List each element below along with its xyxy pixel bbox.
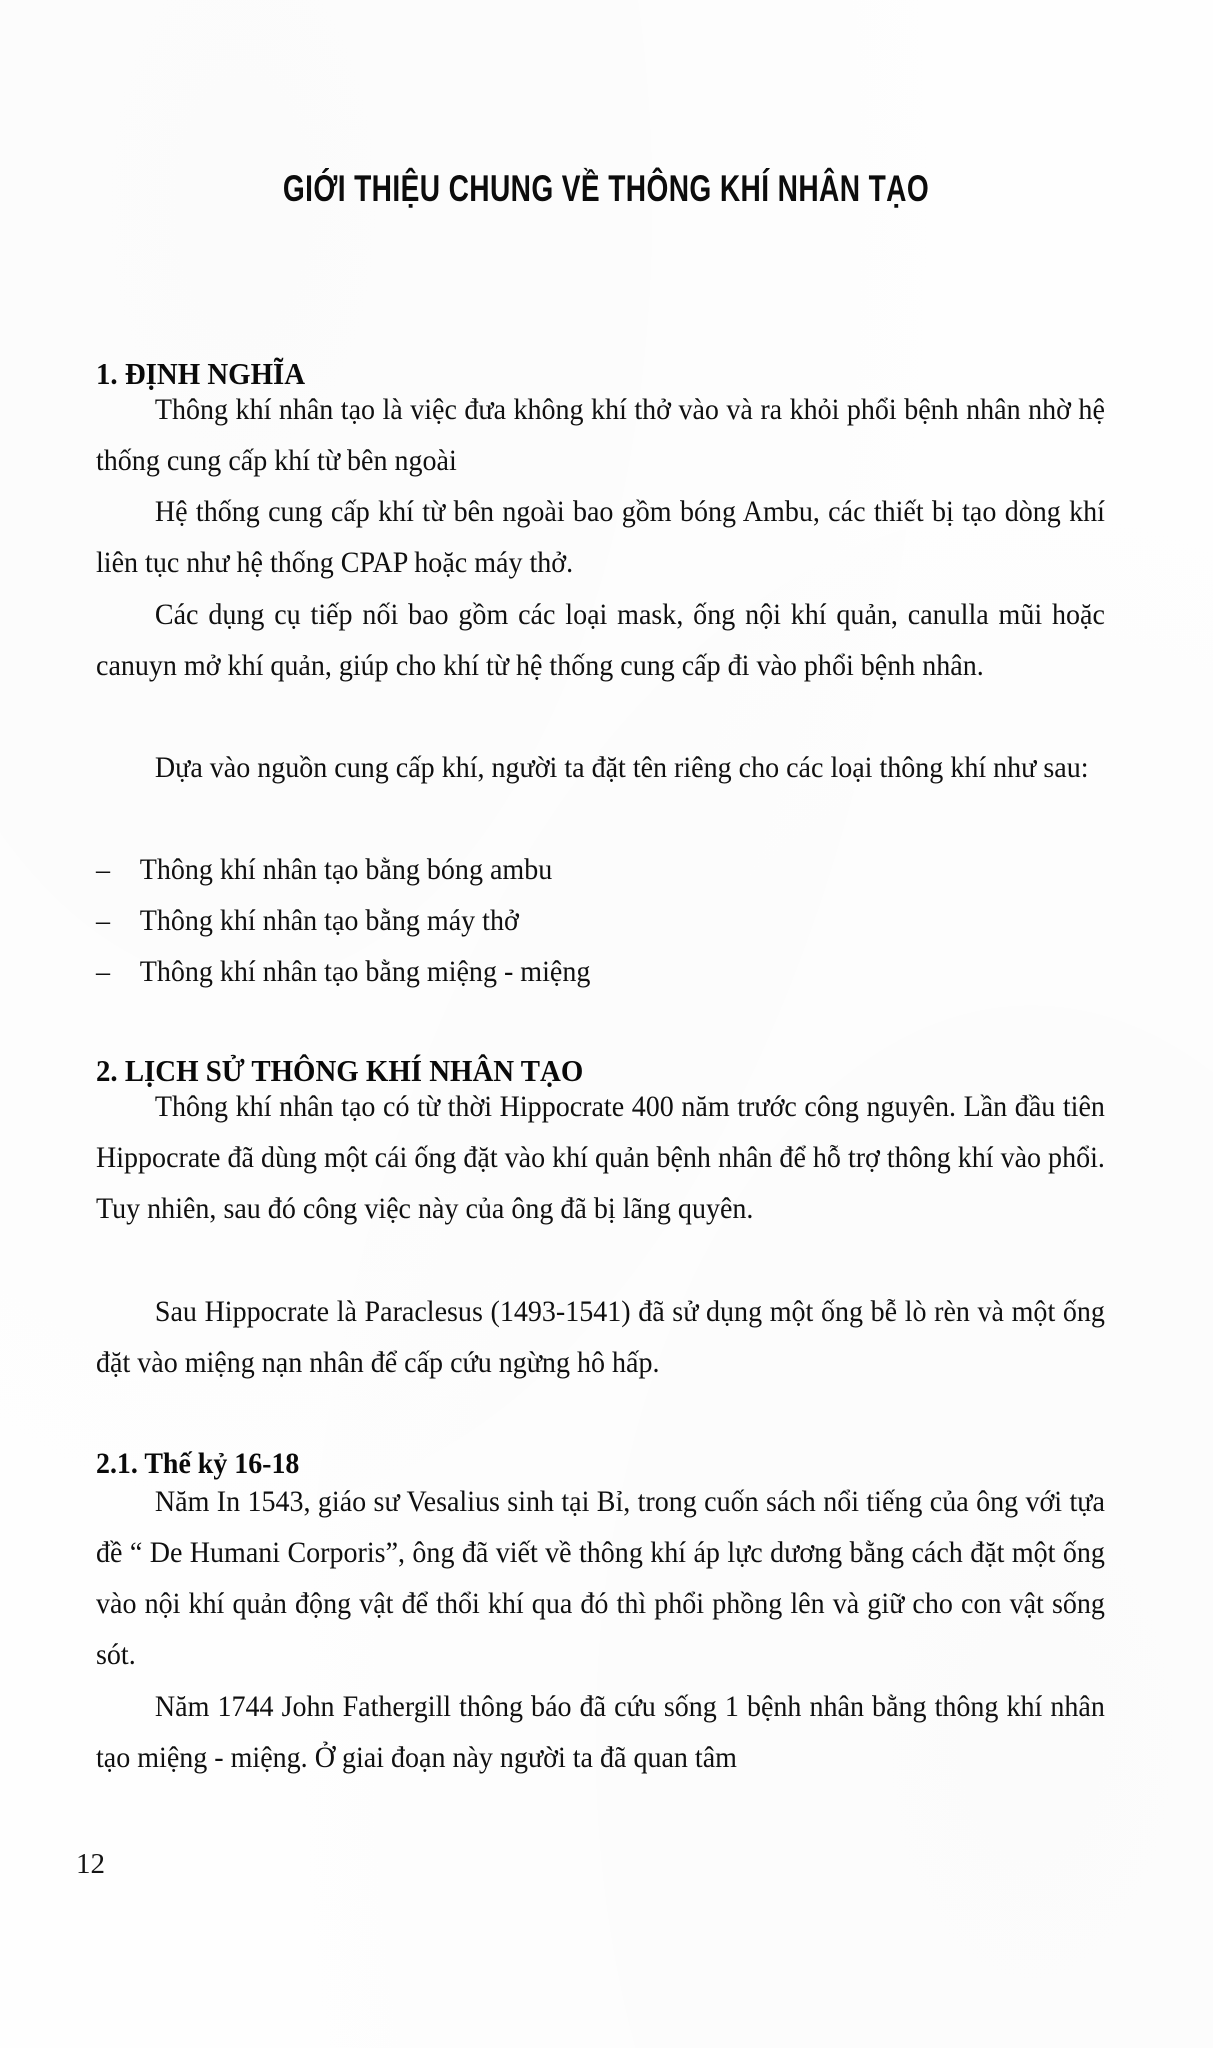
ventilation-type-list [96, 845, 616, 998]
paragraph-16-18-2: Năm 1744 John Fathergill thông báo đã cứu sống 1 bệnh nhân bằng thông khí nhân tạo miệng - miệng. Ở giai đoạn này người ta đã quan tâm [96, 1691, 1105, 1774]
dash-marker: – [96, 905, 111, 937]
page-title: GIỚI THIỆU CHUNG VỀ THÔNG KHÍ NHÂN TẠO [282, 167, 930, 209]
paragraph-definition-1: Thông khí nhân tạo là việc đưa không khí thở vào và ra khỏi phổi bệnh nhân nhờ hệ thống cung cấp khí từ bên ngoài [96, 394, 1105, 477]
list-item [96, 896, 590, 947]
paragraph-history-2: Sau Hippocrate là Paraclesus (1493-1541) đã sử dụng một ống bễ lò rèn và một ống đặt vào miệng nạn nhân để cấp cứu ngừng hô hấp. [96, 1296, 1105, 1379]
list-item-label: Thông khí nhân tạo bằng bóng ambu [139, 854, 553, 886]
list-item-label: Thông khí nhân tạo bằng máy thở [139, 905, 519, 937]
page-number: 12 [76, 1848, 105, 1880]
list-item [96, 845, 590, 896]
list-item-label: Thông khí nhân tạo bằng miệng - miệng [139, 956, 591, 988]
page-content-column [76, 0, 1116, 2048]
section-heading-1: 1. ĐỊNH NGHĨA [96, 355, 306, 391]
dash-marker: – [96, 956, 111, 988]
dash-marker: – [96, 854, 111, 886]
paragraph-definition-4: Dựa vào nguồn cung cấp khí, người ta đặt tên riêng cho các loại thông khí như sau: [154, 752, 1089, 784]
section-heading-2: 2. LỊCH SỬ THÔNG KHÍ NHÂN TẠO [96, 1052, 584, 1088]
paragraph-definition-2: Hệ thống cung cấp khí từ bên ngoài bao gồm bóng Ambu, các thiết bị tạo dòng khí liên tục như hệ thống CPAP hoặc máy thở. [96, 496, 1105, 579]
list-item [96, 947, 590, 998]
paragraph-definition-3: Các dụng cụ tiếp nối bao gồm các loại mask, ống nội khí quản, canulla mũi hoặc canuyn mở khí quản, giúp cho khí từ hệ thống cung cấp đi vào phổi bệnh nhân. [96, 599, 1105, 682]
section-heading-2-1: 2.1. Thế kỷ 16-18 [96, 1446, 300, 1480]
paragraph-history-1: Thông khí nhân tạo có từ thời Hippocrate 400 năm trước công nguyên. Lần đầu tiên Hippocrate đã dùng một cái ống đặt vào khí quản bệnh nhân để hỗ trợ thông khí vào phổi. Tuy nhiên, sau đó công việc này của ông đã bị lãng quyên. [96, 1091, 1105, 1225]
paragraph-16-18-1: Năm In 1543, giáo sư Vesalius sinh tại Bỉ, trong cuốn sách nổi tiếng của ông với tựa đề “ De Humani Corporis”, ông đã viết về thông khí áp lực dương bằng cách đặt một ống vào nội khí quản động vật để thổi khí qua đó thì phổi phồng lên và giữ cho con vật sống sót. [96, 1486, 1105, 1671]
